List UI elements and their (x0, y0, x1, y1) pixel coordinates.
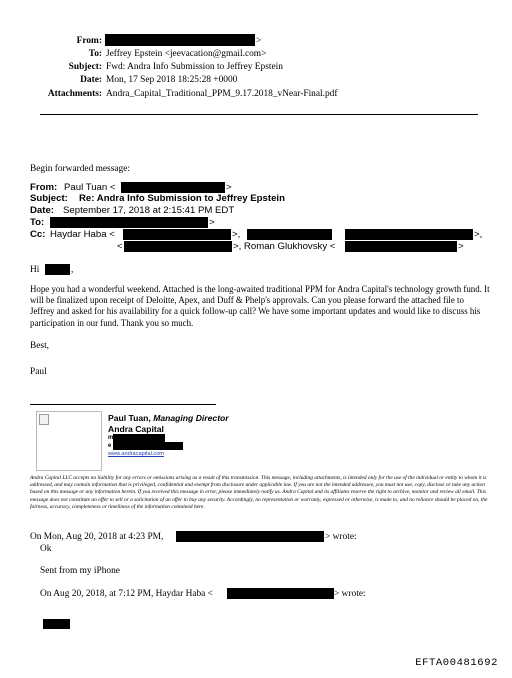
message-paragraph: Hope you had a wonderful weekend. Attached is the long-awaited traditional PPM for Andra Capital's technology growth fund. It will be finalized upon receipt of Deloitte, Apex, and Duff & Phelp's approvals. Can you please forward the attached file to Jeffrey and asked for his availability for a quick follow-up call? We have some important updates and would like to discuss his participation in our fund. Thank you so much. (30, 284, 490, 328)
redaction-from (105, 34, 255, 46)
fwd-date-label: Date: (30, 205, 54, 216)
to-label: To: (88, 49, 102, 59)
fwd-cc-sep1: >, (232, 229, 241, 240)
fwd-subject-label: Subject: (30, 193, 68, 204)
website-link[interactable]: www.andracapital.com (108, 451, 164, 457)
fwd-cc-first: Haydar Haba < (50, 229, 115, 240)
quote2-prefix: On Aug 20, 2018, at 7:12 PM, Haydar Haba < (40, 589, 213, 599)
attachments-label: Attachments: (47, 89, 102, 99)
greeting-tail: , (71, 265, 74, 275)
reply-ok: Ok (40, 544, 52, 554)
redaction-email (113, 442, 183, 450)
redaction-quote2-email (227, 588, 334, 599)
quote2-suffix: > wrote: (334, 589, 366, 599)
fwd-cc-line2-close: > (458, 241, 464, 252)
to-value: Jeffrey Epstein <jeevacation@gmail.com> (106, 49, 267, 59)
fwd-from-label: From: (30, 182, 58, 193)
fwd-date-value: September 17, 2018 at 2:15:41 PM EDT (63, 205, 235, 216)
broken-image-icon (39, 414, 49, 425)
signature-title: Managing Director (153, 413, 229, 423)
redaction-cc-1 (123, 229, 231, 240)
fwd-cc-line2-open: < (117, 241, 123, 252)
redaction-fwd-from (121, 182, 225, 193)
subject-label: Subject: (68, 62, 102, 72)
signature-m-label: m (108, 435, 114, 441)
sent-from-iphone: Sent from my iPhone (40, 566, 120, 576)
date-label: Date: (80, 75, 102, 85)
fwd-cc-roman: >, Roman Glukhovsky < (233, 241, 336, 252)
redaction-cc-5 (345, 241, 457, 252)
fwd-cc-label: Cc: (30, 229, 46, 240)
date-value: Mon, 17 Sep 2018 18:25:28 +0000 (106, 75, 238, 85)
quote1-prefix: On Mon, Aug 20, 2018 at 4:23 PM, (30, 532, 164, 542)
redaction-bottom (43, 619, 70, 629)
forward-intro: Begin forwarded message: (30, 164, 130, 174)
redaction-cc-3 (345, 229, 473, 240)
redaction-quote1-sender (176, 531, 324, 542)
redaction-cc-4 (124, 241, 232, 252)
fwd-cc-sep2: >, (474, 229, 483, 240)
fwd-subject-value: Re: Andra Info Submission to Jeffrey Epstein (79, 193, 285, 204)
signature-company: Andra Capital (108, 424, 164, 434)
fwd-from-name: Paul Tuan < (64, 182, 116, 193)
sender-name: Paul (30, 367, 47, 377)
fwd-to-label: To: (30, 217, 45, 228)
quote1-suffix: > wrote: (325, 532, 357, 542)
redaction-mobile (113, 434, 165, 442)
redaction-fwd-to (50, 217, 208, 228)
subject-value: Fwd: Andra Info Submission to Jeffrey Epstein (106, 62, 283, 72)
signature-name (108, 413, 229, 423)
signature-divider (30, 404, 216, 405)
fwd-to-close: > (209, 217, 215, 228)
legal-disclaimer: Andra Capital LLC accepts no liability for any errors or omissions arising as a result of this transmission. This message, including attachments, is intended only for the use of the individual or entity to whom it is addressed, and may contain information that is privileged, confidential and exempt from disclosure under applicable law. If you are not the intended addressee, you must not use, copy, disclose or take any action based on this message or any information herein. If you received this message in error, please immediately notify us. Andra Capital and its affiliates reserve the right to archive, monitor and review all email. This message does not constitute an offer to sell or a solicitation of an offer to buy any security. Accordingly, no representation or warranty, expressed or otherwise, is made to, and no reliance should be placed on, the fairness, accuracy, completeness or timeliness of the information contained here. (30, 475, 488, 510)
closing: Best, (30, 341, 50, 351)
from-label: From: (76, 36, 102, 46)
signature-name-text: Paul Tuan, (108, 413, 154, 423)
signature-e-label: e (108, 443, 112, 449)
greeting: Hi (30, 265, 40, 275)
attachment-link[interactable]: Andra_Capital_Traditional_PPM_9.17.2018_vNear-Final.pdf (106, 89, 338, 99)
from-suffix: > (256, 36, 262, 46)
signature-logo-image (36, 411, 102, 471)
fwd-from-close: > (226, 182, 232, 193)
document-id: EFTA00481692 (415, 657, 498, 669)
header-divider (40, 114, 478, 115)
redaction-greeting-name (45, 264, 70, 275)
redaction-cc-2 (247, 229, 332, 240)
